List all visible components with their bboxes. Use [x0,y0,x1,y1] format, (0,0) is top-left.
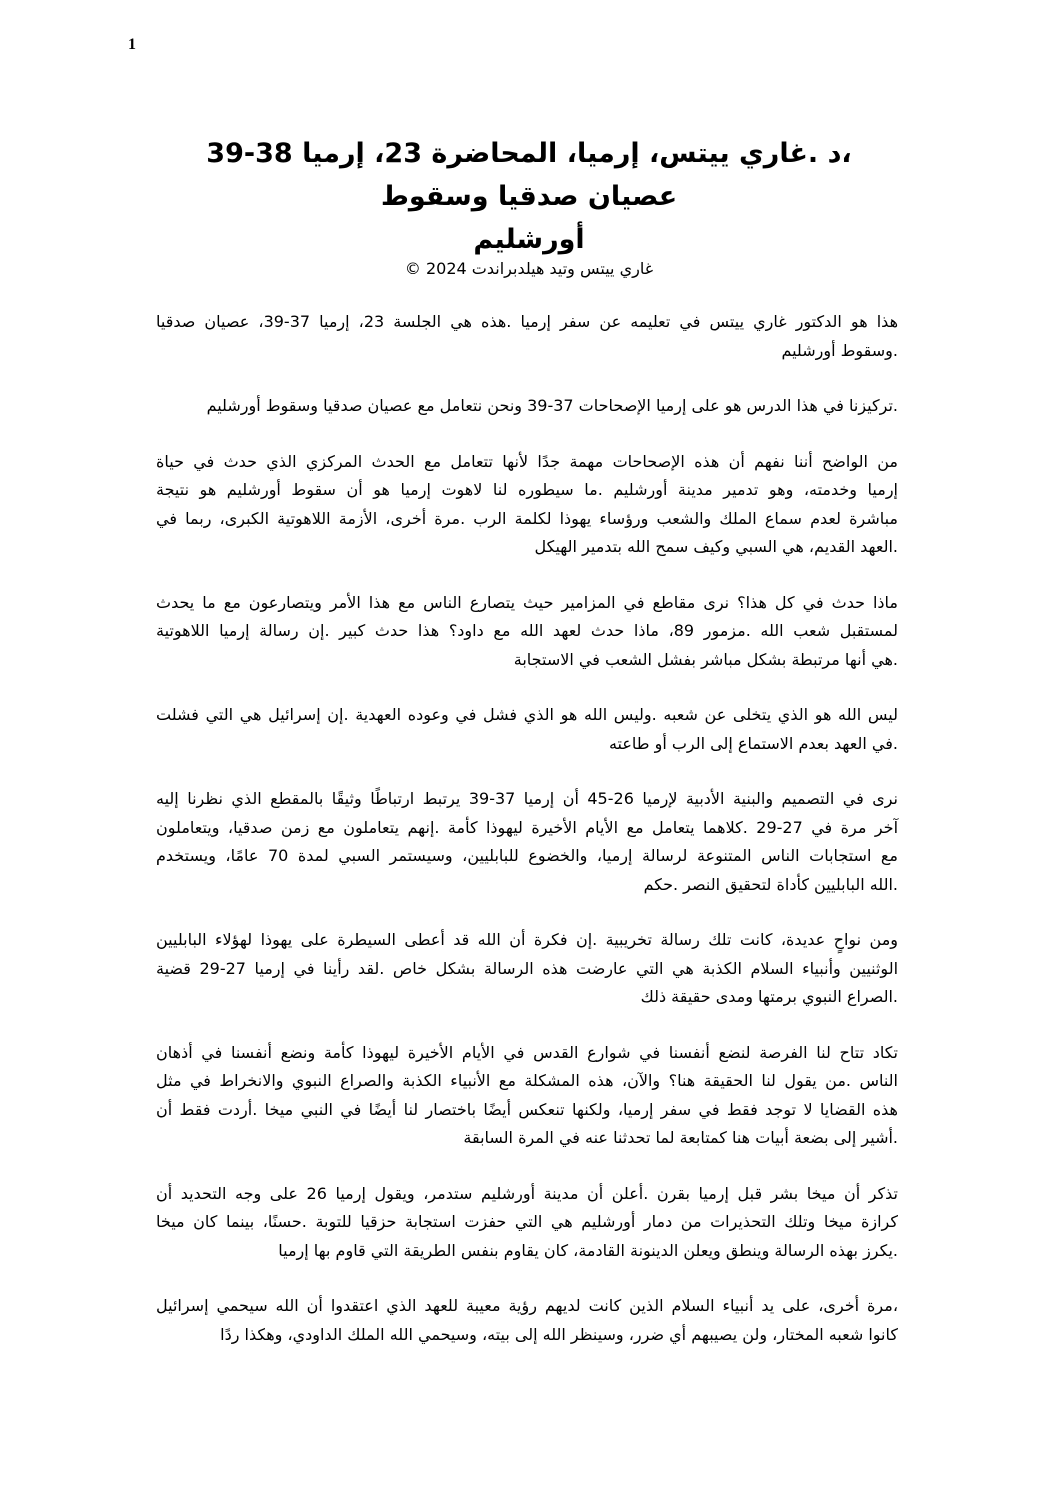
text-line: إرميا وخدمته، وهو تدمير مدينة أورشليم .ما سيطوره لنا لاهوت إرميا هو أن سقوط أورشليم هو نتيجة [156,480,898,499]
paragraph [156,1180,898,1266]
page-number: 1 [128,36,136,53]
text-line: .هي أنها مرتبطة بشكل مباشر بفشل الشعب في الاستجابة [513,649,898,669]
text-line: .الصراع النبوي برمتها ومدى حقيقة ذلك [640,987,898,1006]
text-line: تكاد تتاح لنا الفرصة لنضع أنفسنا في شوارع القدس في الأيام الأخيرة ليهوذا كأمة ونضع أنفسنا في أذهان [156,1042,898,1062]
paragraph [156,926,898,1012]
title-line: أورشليم [473,224,585,255]
text-line: .أشير إلى بضعة أبيات هنا كمتابعة لما تحدثنا عنه في المرة السابقة [463,1128,898,1147]
text-line: كرازة ميخا وتلك التحذيرات من دمار أورشليم هي التي حفزت استجابة حزقيا للتوبة .حسنًا، بينما كان ميخا [156,1212,898,1231]
text-line: ومن نواحٍ عديدة، كانت تلك رسالة تخريبية .إن فكرة أن الله قد أعطى السيطرة على يهوذا لهؤلاء البابليين [156,930,898,949]
text-line: هذا هو الدكتور غاري ييتس في تعليمه عن سفر إرميا .هذه هي الجلسة 23، إرميا 37-39، عصيان صدقيا [156,312,899,331]
text-line: لمستقبل شعب الله .مزمور 89، ماذا حدث لعهد الله مع داود؟ هذا حدث كبير .إن رسالة إرميا اللاهوتية [156,621,899,640]
text-line: .الله البابليين كأداة لتحقيق النصر .حكم [643,874,898,894]
paragraph [156,785,898,899]
paragraph [156,701,898,758]
text-line: تذكر أن ميخا بشر قبل إرميا بقرن .أعلن أن مدينة أورشليم ستدمر، ويقول إرميا 26 على وجه التحديد أن [156,1183,899,1203]
text-line: .يكرز بهذه الرسالة وينطق ويعلن الدينونة القادمة، كان يقاوم بنفس الطريقة التي قاوم بها إرميا [278,1240,898,1260]
text-line: مباشرة لعدم سماع الملك والشعب ورؤساء يهوذا لكلمة الرب .مرة أخرى، الأزمة اللاهوتية الكبرى، ربما في [156,508,898,528]
text-line: .تركيزنا في هذا الدرس هو على إرميا الإصحاحات 37-39 ونحن نتعامل مع عصيان صدقيا وسقوط أورشليم [206,396,898,415]
text-line: هذه القضايا لا توجد فقط في سفر إرميا، ولكنها تنعكس أيضًا باختصار لنا أيضًا في النبي ميخا .أردت فقط أن [156,1099,898,1119]
text-line: .في العهد بعدم الاستماع إلى الرب أو طاعته [608,733,898,753]
text-line: الوثنيين وأنبياء السلام الكذبة هي التي عارضت هذه الرسالة بشكل خاص .لقد رأينا في إرميا 27-29 قضية [156,958,899,978]
paragraph [156,392,898,421]
text-line: .العهد القديم، هي السبي وكيف سمح الله بتدمير الهيكل [534,537,898,556]
text-line: آخر مرة في 27-29 .كلاهما يتعامل مع الأيام الأخيرة ليهوذا كأمة .إنهم يتعاملون مع زمن صدقيا، ويتعاملون [156,817,899,837]
text-line: نرى في التصميم والبنية الأدبية لإرميا 26-45 أن إرميا 37-39 يرتبط ارتباطًا وثيقًا بالمقطع الذي نظرنا إليه [156,789,899,808]
title-line: عصيان صدقيا وسقوط [380,181,678,212]
text-line: .وسقوط أورشليم [781,340,898,360]
copyright-line: غاري ييتس وتيد هيلدبراندت 2024 © [404,259,654,278]
text-line: مع استجابات الناس المتنوعة لرسالة إرميا، والخضوع للبابليين، وسيستمر السبي لمدة 70 عامًا، ويستخدم [156,846,898,865]
text-line: ليس الله هو الذي يتخلى عن شعبه .وليس الله هو الذي فشل في وعوده العهدية .إن إسرائيل هي التي فشلت [156,705,898,724]
paragraph [156,589,898,675]
paragraph [156,1039,898,1153]
document-title [0,132,1058,261]
text-line: كانوا شعبه المختار، ولن يصيبهم أي ضرر، وسينظر الله إلى بيته، وسيحمي الله الملك الداودي، وهكذا ردًا [220,1324,898,1344]
text-line: الناس .من يقول لنا الحقيقة هنا؟ والآن، هذه المشكلة مع الأنبياء الكذبة والصراع النبوي والانخراط في مثل [156,1071,898,1090]
document-body [156,308,898,1376]
title-line: ،د .غاري ييتس، إرميا، المحاضرة 23، إرميا 38-39 [206,138,852,169]
text-line: ،مرة أخرى، على يد أنبياء السلام الذين كانت لديهم رؤية معيبة للعهد الذي اعتقدوا أن الله سيحمي إسرائيل [156,1296,898,1315]
text-line: ماذا حدث في كل هذا؟ نرى مقاطع في المزامير حيث يتصارع الناس مع هذا الأمر ويتصارعون مع ما يحدث [156,592,898,612]
paragraph [156,448,898,562]
text-line: من الواضح أننا نفهم أن هذه الإصحاحات مهمة جدًا لأنها تتعامل مع الحدث المركزي الذي حدث في حياة [156,451,898,471]
paragraph [156,1292,898,1349]
paragraph [156,308,898,365]
